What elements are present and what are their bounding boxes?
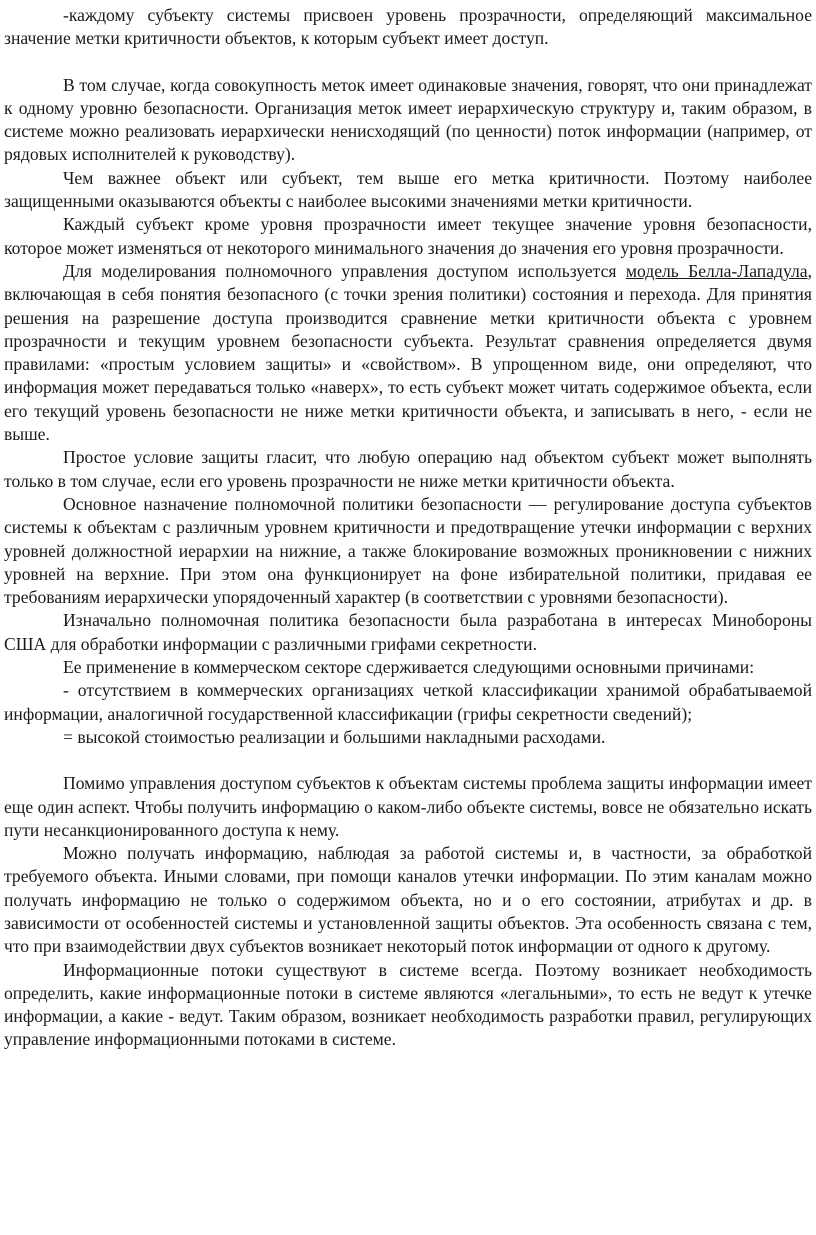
list-item-cost: = высокой стоимостью реализации и большими накладными расходами. [63,726,606,747]
paragraph-origin: Изначально полномочная политика безопасности была разработана в интересах Минобороны США для обработки информации с различными грифами секретности. [4,610,812,654]
paragraph-commercial-use: Ее применение в коммерческом секторе сдерживается следующими основными причинами: [63,657,755,678]
paragraph-subject-clearance: -каждому субъекту системы присвоен уровень прозрачности, определяющий максимальное значение метки критичности объектов, к которым субъект имеет доступ. [4,5,812,49]
paragraph-security-levels: В том случае, когда совокупность меток имеет одинаковые значения, говорят, что они принадлежат к одному уровню безопасности. Организация меток имеет иерархическую структуру и, таким образом, в системе можно реализовать иерархически ненисходящий (по ценности) поток информации (например, от рядовых исполнителей к руководству). [4,74,812,165]
paragraph-leak-channels: Можно получать информацию, наблюдая за работой системы и, в частности, за обработкой требуемого объекта. Иными словами, при помощи каналов утечки информации. По этим каналам можно получать информацию не только о содержимом объекта, но и о его состоянии, атрибутах и др. в зависимости от особенностей системы и установленной защиты объектов. Эта особенность связана с тем, что при взаимодействии двух субъектов возникает некоторый поток информации от одного к другому. [4,843,812,957]
paragraph-criticality: Чем важнее объект или субъект, тем выше его метка критичности. Поэтому наиболее защищенными оказываются объекты с наиболее высокими значениями метки критичности. [4,167,812,212]
paragraph-text-before-link: Для моделирования полномочного управления доступом используется [63,260,626,281]
bell-lapadula-link[interactable]: модель Белла-Лападула [625,260,808,281]
list-item-classification: - отсутствием в коммерческих организациях четкой классификации хранимой обрабатываемой информации, аналогичной государственной классификации (грифы секретности сведений); [4,680,812,724]
paragraph-bell-lapadula [4,260,812,446]
paragraph-information-flows: Информационные потоки существуют в системе всегда. Поэтому возникает необходимость определить, какие информационные потоки в системе являются «легальными», то есть не ведут к утечке информации, а какие - ведут. Таким образом, возникает необходимость разработки правил, регулирующих управление информационными потоками в системе. [4,959,812,1050]
paragraph-other-aspect: Помимо управления доступом субъектов к объектам системы проблема защиты информации имеет еще один аспект. Чтобы получить информацию о каком-либо объекте системы, вовсе не обязательно искать пути несанкционированного доступа к нему. [4,773,812,840]
paragraph-current-level: Каждый субъект кроме уровня прозрачности имеет текущее значение уровня безопасности, которое может изменяться от некоторого минимального значения до значения его уровня прозрачности. [4,214,812,258]
paragraph-text-after-link: , включающая в себя понятия безопасного (с точки зрения политики) состояния и перехода. Для принятия решения на разрешение доступа производится сравнение метки критичности объекта с уровнем прозрачности и текущим уровнем безопасности субъекта. Результат сравнения определяется двумя правилами: «простым условием защиты» и «свойством». В упрощенном виде, они определяют, что информация может передаваться только «наверх», то есть субъект может читать содержимое объекта, если его текущий уровень безопасности не ниже метки критичности объекта, и записывать в него, - если не выше. [4,260,812,445]
paragraph-main-purpose: Основное назначение полномочной политики безопасности — регулирование доступа субъектов системы к объектам с различным уровнем критичности и предотвращение утечки информации с верхних уровней должностной иерархии на нижние, а также блокирование возможных проникновении с нижних уровней на верхние. При этом она функционирует на фоне избирательной политики, придавая ее требованиям иерархически упорядоченный характер (в соответствии с уровнями безопасности). [4,493,812,608]
paragraph-simple-condition: Простое условие защиты гласит, что любую операцию над объектом субъект может выполнять только в том случае, если его уровень прозрачности не ниже метки критичности объекта. [4,447,812,491]
